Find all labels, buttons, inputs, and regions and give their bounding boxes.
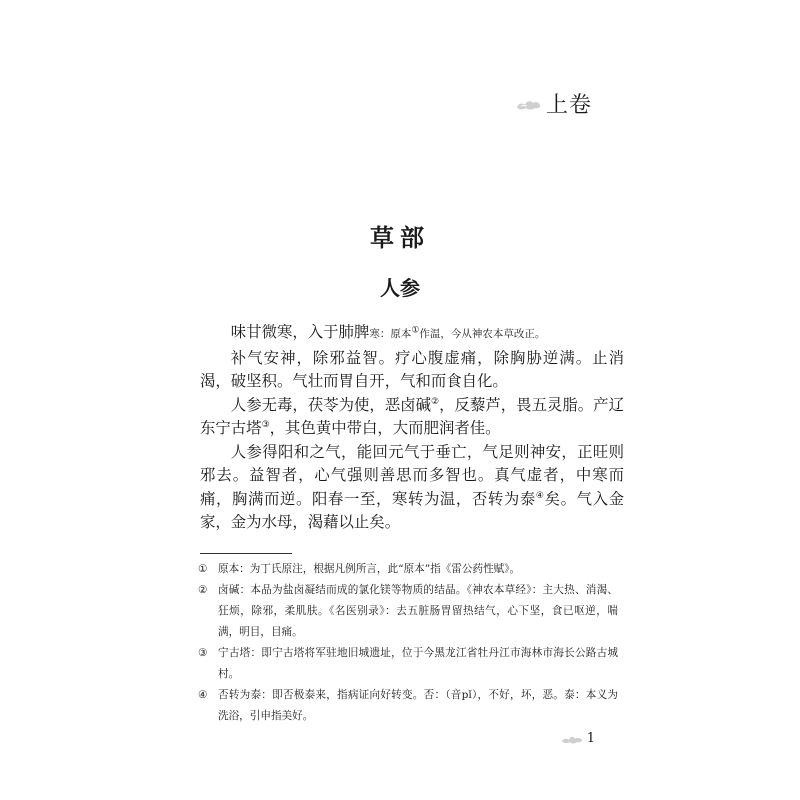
footnote-ref-2: ② <box>431 396 440 407</box>
footnote-ref-1: ① <box>411 325 420 336</box>
entry-body <box>200 321 624 535</box>
volume-heading <box>516 88 592 119</box>
footnote-text: 否转为泰：即否极泰来，指病证向好转变。否：（音pǐ），不好，坏，恶。泰：本义为洗浴，引申指美好。 <box>218 689 618 722</box>
footnote-text: 卤碱：本品为盐卤凝结而成的氯化镁等物质的结晶。《神农本草经》：主大热、消渴、狂烦，除邪，柔肌肤。《名医别录》：去五脏肠胃留热结气，心下坚，食已呕逆，喘满，明目，目痛。 <box>218 584 618 638</box>
volume-title: 上卷 <box>545 93 592 118</box>
footnote-1 <box>198 559 618 580</box>
paragraph-1 <box>200 321 624 347</box>
entry-title: 人参 <box>380 276 420 300</box>
footnote-ref-4: ④ <box>535 490 545 501</box>
footnote-text: 原本：为丁氏原注，根据凡例所言，此“原本”指《雷公药性赋》。 <box>218 563 521 575</box>
page-number: 1 <box>586 731 595 746</box>
footnote-number: ② <box>198 584 208 596</box>
footnotes <box>198 559 618 727</box>
section-title: 草部 <box>370 224 430 252</box>
paragraph-4: 人参得阳和之气，能回元气于垂亡，气足则神安，正旺则邪去。益智者，心气强则善思而多智也。真气虚者，中寒而痛，胸满而逆。阳春一至，寒转为温，否转为泰④矣。气入金家，金为水母，渴藉以止矣。 <box>200 442 624 531</box>
footnote-4 <box>198 685 618 727</box>
footnote-number: ③ <box>198 647 208 659</box>
footnote-rule <box>200 553 292 554</box>
footnote-2 <box>198 580 618 643</box>
paragraph-1-text: 味甘微寒，入于肺脾 <box>230 323 370 341</box>
cloud-ornament-icon <box>516 97 542 111</box>
inline-note: 寒：原本①作温，今从神农本草改正。 <box>369 325 546 340</box>
footnote-number: ① <box>198 563 208 575</box>
footnote-ref-3: ③ <box>261 419 270 430</box>
page-folio <box>561 731 595 746</box>
cloud-ornament-icon <box>561 733 583 745</box>
paragraph-2: 补气安神，除邪益智。疗心腹虚痛，除胸胁逆满。止消渴，破坚积。气壮而胃自开，气和而食自化。 <box>200 348 624 390</box>
footnote-number: ④ <box>198 689 208 701</box>
paragraph-3: 人参无毒，茯苓为使，恶卤碱②，反藜芦，畏五灵脂。产辽东宁古塔③，其色黄中带白，大而肥润者佳。 <box>200 395 624 437</box>
footnote-text: 宁古塔：即宁古塔将军驻地旧城遗址，位于今黑龙江省牡丹江市海林市海长公路古城村。 <box>218 647 618 680</box>
footnote-3 <box>198 643 618 685</box>
